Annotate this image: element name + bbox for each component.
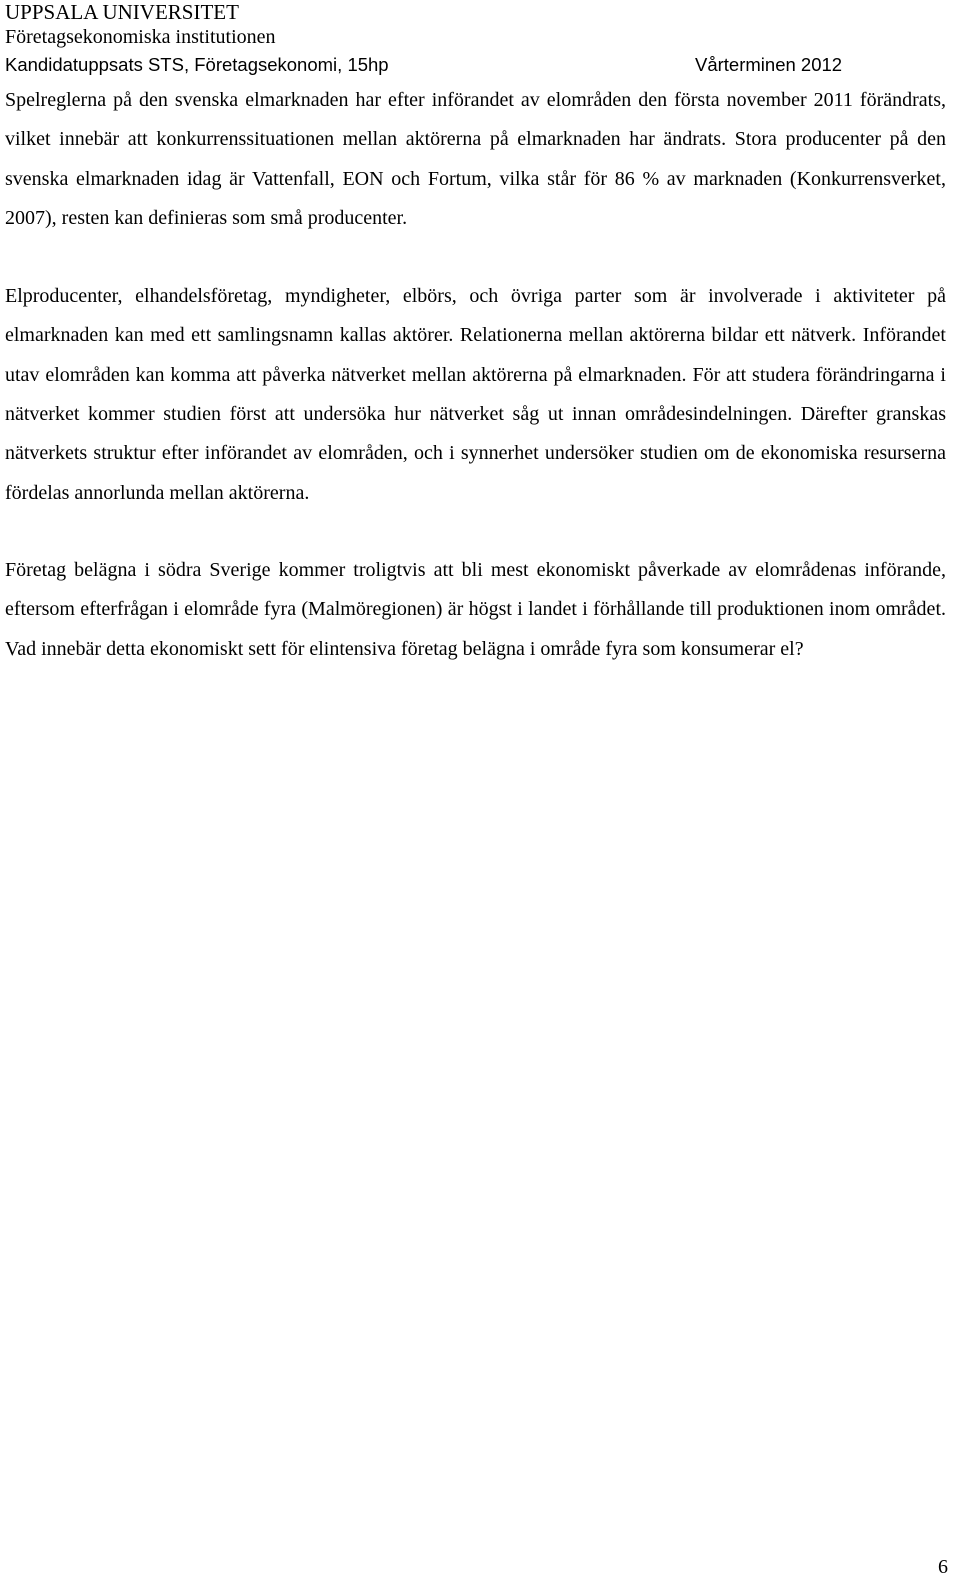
- page-header: [5, 0, 950, 80]
- department-name: Företagsekonomiska institutionen: [5, 26, 276, 48]
- page-number: 6: [938, 1556, 948, 1578]
- university-name: UPPSALA UNIVERSITET: [5, 0, 239, 24]
- body-text: [5, 72, 946, 669]
- paragraph-1: Spelreglerna på den svenska elmarknaden har efter införandet av elområden den första november 2011 förändrats, vilket innebär att konkurrenssituationen mellan aktörerna på elmarknaden har ändrats. Stora producenter på den svenska elmarknaden idag är Vattenfall, EON och Fortum, vilka står för 86 % av marknaden (Konkurrensverket, 2007), resten kan definieras som små producenter.: [5, 89, 946, 229]
- term-label: Vårterminen 2012: [695, 54, 843, 75]
- course-title: Kandidatuppsats STS, Företagsekonomi, 15hp: [5, 54, 389, 75]
- paragraph-2: Elproducenter, elhandelsföretag, myndigheter, elbörs, och övriga parter som är involverade i aktiviteter på elmarknaden kan med ett samlingsnamn kallas aktörer. Relationerna mellan aktörerna bildar ett nätverk. Införandet utav elområden kan komma att påverka nätverket mellan aktörerna på elmarknaden. För att studera förändringarna i nätverket kommer studien först att undersöka hur nätverket såg ut innan områdesindelningen. Därefter granskas nätverkets struktur efter införandet av elområden, och i synnerhet undersöker studien om de ekonomiska resurserna fördelas annorlunda mellan aktörerna.: [5, 285, 946, 504]
- paragraph-3: Företag belägna i södra Sverige kommer troligtvis att bli mest ekonomiskt påverkade av elområdenas införande, eftersom efterfrågan i elområde fyra (Malmöregionen) är högst i landet i förhållande till produktionen inom området. Vad innebär detta ekonomiskt sett för elintensiva företag belägna i område fyra som konsumerar el?: [5, 558, 946, 660]
